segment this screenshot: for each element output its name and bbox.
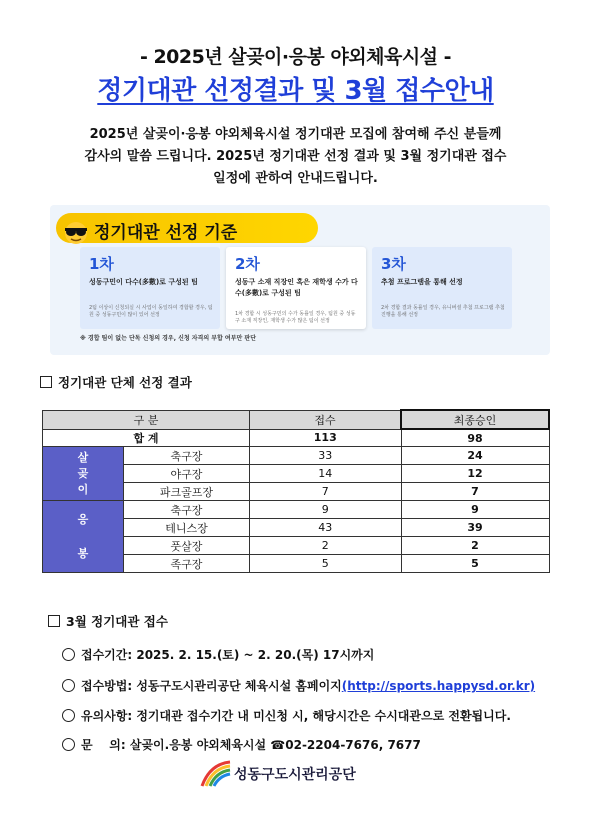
approved-cell: 24 xyxy=(401,447,549,465)
info-text: 접수기간: 2025. 2. 15.(토) ~ 2. 20.(목) 17시까지 xyxy=(81,648,375,662)
criteria-header xyxy=(56,213,318,243)
criteria-card-num: 3차 xyxy=(381,255,406,273)
facility-cell: 테니스장 xyxy=(124,519,250,537)
criteria-note: ※ 경합 팀이 없는 단독 신청의 경우, 신청 자격의 부합 여부만 판단 xyxy=(80,335,256,342)
circle-bullet-icon xyxy=(62,709,75,722)
facility-cell: 족구장 xyxy=(124,555,250,573)
header-approved: 최종승인 xyxy=(401,410,549,429)
table-total-row xyxy=(43,429,550,447)
table-row xyxy=(43,447,550,465)
info-text: 유의사항: 정기대관 접수기간 내 미신청 시, 해당시간은 수시대관으로 전환됩니다. xyxy=(81,709,511,723)
homepage-link[interactable]: (http://sports.happysd.or.kr) xyxy=(341,679,536,693)
section-march-heading xyxy=(48,612,168,630)
applied-cell: 43 xyxy=(250,519,402,537)
info-item-contact xyxy=(62,736,421,753)
criteria-card-desc: 성동구 소재 직장인 혹은 재학생 수가 다수(多數)로 구성된 팀 xyxy=(235,278,358,297)
criteria-card-2 xyxy=(226,247,366,329)
criteria-card-desc: 성동구민이 다수(多數)로 구성된 팀 xyxy=(89,278,198,286)
table-header-row xyxy=(43,410,550,429)
facility-cell: 풋살장 xyxy=(124,537,250,555)
checkbox-square-icon xyxy=(48,615,60,627)
page-title-line2 xyxy=(0,70,591,107)
page-title-line1: - 2025년 살곶이·응봉 야외체육시설 - xyxy=(139,46,452,68)
info-text: 접수방법: 성동구도시관리공단 체육시설 홈페이지 xyxy=(81,679,342,693)
facility-cell: 축구장 xyxy=(124,501,250,519)
intro-paragraph xyxy=(30,124,561,190)
intro-line: 2025년 살곶이·응봉 야외체육시설 정기대관 모집에 참여해 주신 분들께 xyxy=(89,127,502,142)
checkbox-square-icon xyxy=(40,376,52,388)
group-label-eungbong xyxy=(43,501,124,573)
criteria-card-sub: 2차 경합 결과 동률일 경우, 유니버셜 추첨 프로그램 추첨 진행을 통해 선정 xyxy=(381,305,505,318)
criteria-card-num: 1차 xyxy=(89,255,114,273)
group-char: 살 xyxy=(77,450,89,464)
facility-cell: 파크골프장 xyxy=(124,483,250,501)
header-category: 구 분 xyxy=(43,410,250,429)
group-char: 응 xyxy=(77,512,89,526)
info-text: 문 의: 살곶이.응봉 야외체육시설 ☎02-2204-7676, 7677 xyxy=(81,738,421,752)
approved-cell: 2 xyxy=(401,537,549,555)
rainbow-logo-icon xyxy=(200,760,232,788)
circle-bullet-icon xyxy=(62,738,75,751)
intro-line: 감사의 말씀 드립니다. 2025년 정기대관 선정 결과 및 3월 정기대관 접수 xyxy=(84,149,507,164)
results-table xyxy=(42,409,550,573)
intro-line: 일정에 관하여 안내드립니다. xyxy=(213,171,378,186)
approved-cell: 9 xyxy=(401,501,549,519)
criteria-card-3 xyxy=(372,247,512,329)
group-char: 봉 xyxy=(77,546,89,560)
applied-cell: 9 xyxy=(250,501,402,519)
applied-cell: 2 xyxy=(250,537,402,555)
criteria-card-num: 2차 xyxy=(235,255,260,273)
applied-cell: 7 xyxy=(250,483,402,501)
total-applied: 113 xyxy=(250,429,402,447)
group-char: 곶 xyxy=(77,466,89,480)
page-title-line2-text: 정기대관 선정결과 및 3월 접수안내 xyxy=(97,76,494,106)
section-results-title: 정기대관 단체 선정 결과 xyxy=(58,375,192,390)
criteria-banner xyxy=(50,205,550,355)
approved-cell: 12 xyxy=(401,465,549,483)
info-item-notice xyxy=(62,707,511,724)
info-item-period xyxy=(62,646,374,663)
footer-logo xyxy=(200,760,400,788)
section-march-title: 3월 정기대관 접수 xyxy=(66,614,168,629)
applied-cell: 5 xyxy=(250,555,402,573)
approved-cell: 5 xyxy=(401,555,549,573)
sunglasses-emoji-icon xyxy=(62,221,90,245)
facility-cell: 축구장 xyxy=(124,447,250,465)
header-applied: 접수 xyxy=(250,410,402,429)
total-label: 합 계 xyxy=(43,429,250,447)
approved-cell: 7 xyxy=(401,483,549,501)
criteria-title: 정기대관 선정 기준 xyxy=(94,223,238,243)
circle-bullet-icon xyxy=(62,679,75,692)
facility-cell: 야구장 xyxy=(124,465,250,483)
criteria-card-sub: 1차 경합 시 성동구민의 수가 동률일 경우, 팀원 중 성동구 소재 직장인, 재학생 수가 많은 팀이 선정 xyxy=(235,311,356,324)
criteria-card-desc: 추첨 프로그램을 통해 선정 xyxy=(381,278,463,286)
group-label-salgoji xyxy=(43,447,124,501)
applied-cell: 33 xyxy=(250,447,402,465)
table-row xyxy=(43,501,550,519)
info-item-method xyxy=(62,677,535,694)
group-char: 이 xyxy=(77,482,89,496)
section-results-heading xyxy=(40,373,192,391)
circle-bullet-icon xyxy=(62,648,75,661)
total-approved: 98 xyxy=(401,429,549,447)
criteria-card-1 xyxy=(80,247,220,329)
org-name: 성동구도시관리공단 xyxy=(234,767,356,783)
applied-cell: 14 xyxy=(250,465,402,483)
approved-cell: 39 xyxy=(401,519,549,537)
criteria-card-sub: 2팀 이상이 신청되실 시 사업이 동일하여 경합할 경우, 팀원 중 성동구민이 많이 있어 선정 xyxy=(89,305,213,318)
